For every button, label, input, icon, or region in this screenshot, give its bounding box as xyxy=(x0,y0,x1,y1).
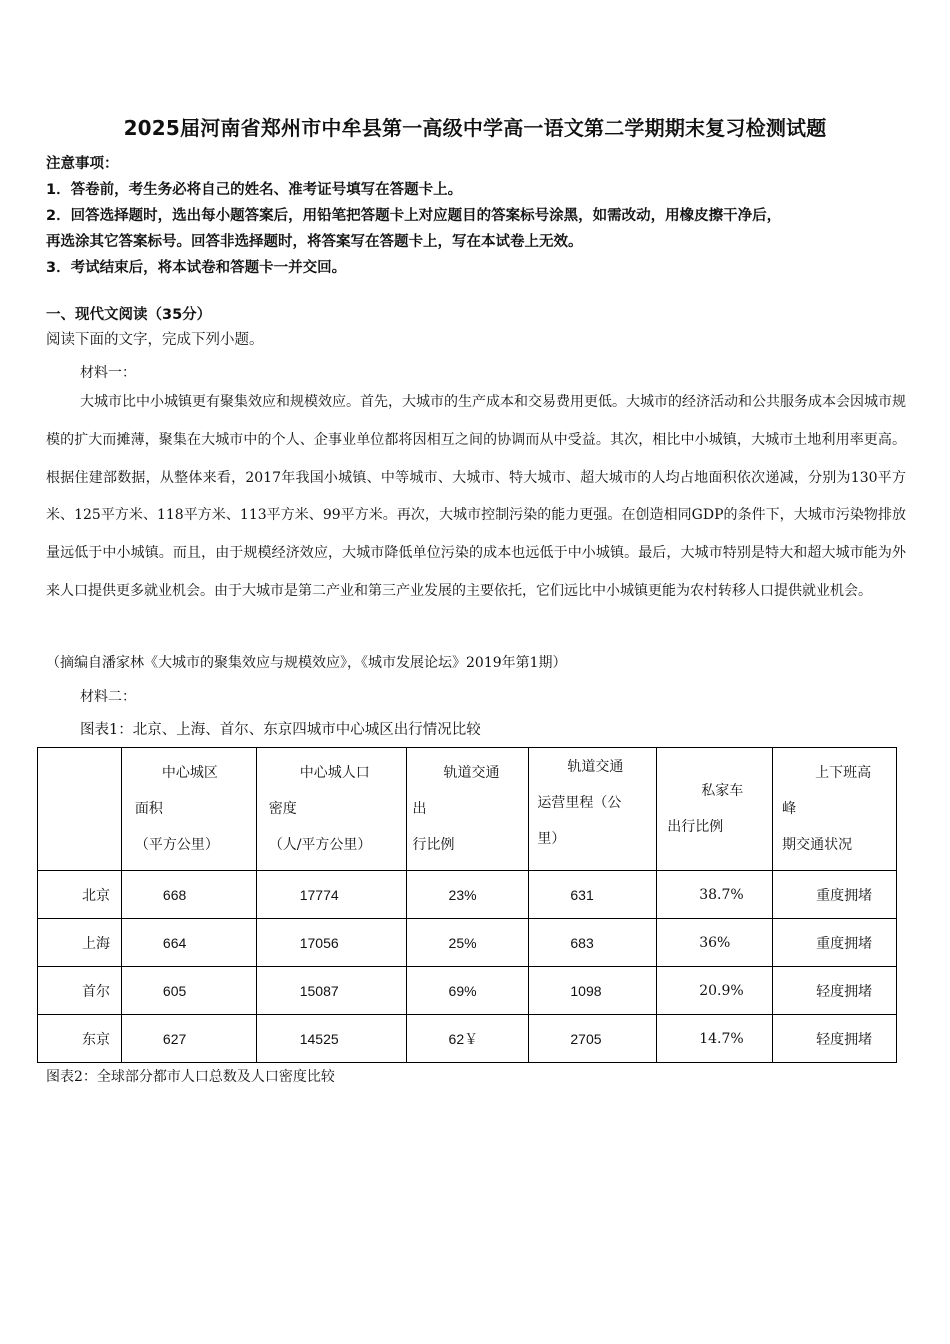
city-name: 东京 xyxy=(38,1015,122,1063)
cell-car-ratio: 20.9% xyxy=(657,967,773,1015)
header-cell-rail-ratio: 轨道交通 出 行比例 xyxy=(406,748,529,871)
material1-paragraph: 大城市比中小城镇更有聚集效应和规模效应。首先，大城市的生产成本和交易费用更低。大城市的经济活动和公共服务成本会因城市规模的扩大而摊薄，聚集在大城市中的个人、企事业单位都将因相互之间的协调而从中受益。其次，相比中小城镇，大城市土地利用率更高。根据住建部数据，从整体来看，2017年我国小城镇、中等城市、大城市、特大城市、超大城市的人均占地面积依次递减，分别为130平方米、125平方米、118平方米、113平方米、99平方米。再次，大城市控制污染的能力更强。在创造相同GDP的条件下，大城市污染物排放量远低于中小城镇。而且，由于规模经济效应，大城市降低单位污染的成本也远低于中小城镇。最后，大城市特别是特大和超大城市能为外来人口提供更多就业机会。由于大城市是第二产业和第三产业发展的主要依托，它们远比中小城镇更能为农村转移人口提供就业机会。 xyxy=(46,394,906,599)
cell-area: 664 xyxy=(121,919,256,967)
cell-area: 605 xyxy=(121,967,256,1015)
table-header-row xyxy=(38,748,897,871)
table-row xyxy=(38,871,897,919)
cell-car-ratio: 38.7% xyxy=(657,871,773,919)
header-cell-traffic: 上下班高 峰 期交通状况 xyxy=(773,748,897,871)
cell-traffic: 轻度拥堵 xyxy=(773,1015,897,1063)
table-row xyxy=(38,967,897,1015)
header-cell-car-ratio: 私家车 出行比例 xyxy=(657,748,773,871)
cell-area: 668 xyxy=(121,871,256,919)
notice-item-3: 3．考试结束后，将本试卷和答题卡一并交回。 xyxy=(46,260,347,276)
cell-rail-length: 631 xyxy=(529,871,657,919)
header-cell-empty xyxy=(38,748,122,871)
header-cell-density: 中心城人口 密度 （人/平方公里） xyxy=(256,748,406,871)
notice-heading: 注意事项： xyxy=(46,156,119,172)
reading-instruction: 阅读下面的文字，完成下列小题。 xyxy=(46,332,264,348)
material1-label: 材料一： xyxy=(80,365,136,381)
cell-rail-length: 2705 xyxy=(529,1015,657,1063)
cell-density: 14525 xyxy=(256,1015,406,1063)
cell-rail-ratio: 23% xyxy=(406,871,529,919)
cell-density: 17056 xyxy=(256,919,406,967)
cell-area: 627 xyxy=(121,1015,256,1063)
city-name: 首尔 xyxy=(38,967,122,1015)
table-row xyxy=(38,1015,897,1063)
notice-item-2-cont: 再选涂其它答案标号。回答非选择题时，将答案写在答题卡上，写在本试卷上无效。 xyxy=(46,234,583,250)
notice-item-2: 2．回答选择题时，选出每小题答案后，用铅笔把答题卡上对应题目的答案标号涂黑，如需改动，用橡皮擦干净后， xyxy=(46,208,782,224)
cell-car-ratio: 14.7% xyxy=(657,1015,773,1063)
chart1-caption: 图表1：北京、上海、首尔、东京四城市中心城区出行情况比较 xyxy=(80,722,481,738)
cell-rail-ratio: 69% xyxy=(406,967,529,1015)
city-comparison-table xyxy=(37,747,897,1063)
exam-title: 2025届河南省郑州市中牟县第一高级中学高一语文第二学期期末复习检测试题 xyxy=(123,116,827,140)
cell-rail-ratio: 62￥ xyxy=(406,1015,529,1063)
cell-traffic: 重度拥堵 xyxy=(773,871,897,919)
cell-density: 15087 xyxy=(256,967,406,1015)
header-cell-rail-length: 轨道交通 运营里程（公 里） xyxy=(529,748,657,871)
notice-item-1: 1．答卷前，考生务必将自己的姓名、准考证号填写在答题卡上。 xyxy=(46,182,463,198)
section-heading: 一、现代文阅读（35分） xyxy=(46,307,212,323)
material2-label: 材料二： xyxy=(80,689,136,705)
chart2-caption: 图表2：全球部分都市人口总数及人口密度比较 xyxy=(46,1069,335,1085)
cell-rail-length: 683 xyxy=(529,919,657,967)
cell-traffic: 重度拥堵 xyxy=(773,919,897,967)
cell-density: 17774 xyxy=(256,871,406,919)
city-name: 北京 xyxy=(38,871,122,919)
header-cell-area: 中心城区 面积 （平方公里） xyxy=(121,748,256,871)
cell-car-ratio: 36% xyxy=(657,919,773,967)
cell-rail-length: 1098 xyxy=(529,967,657,1015)
cell-rail-ratio: 25% xyxy=(406,919,529,967)
cell-traffic: 轻度拥堵 xyxy=(773,967,897,1015)
city-name: 上海 xyxy=(38,919,122,967)
material1-source: （摘编自潘家林《大城市的聚集效应与规模效应》，《城市发展论坛》2019年第1期） xyxy=(46,655,567,671)
table-row xyxy=(38,919,897,967)
